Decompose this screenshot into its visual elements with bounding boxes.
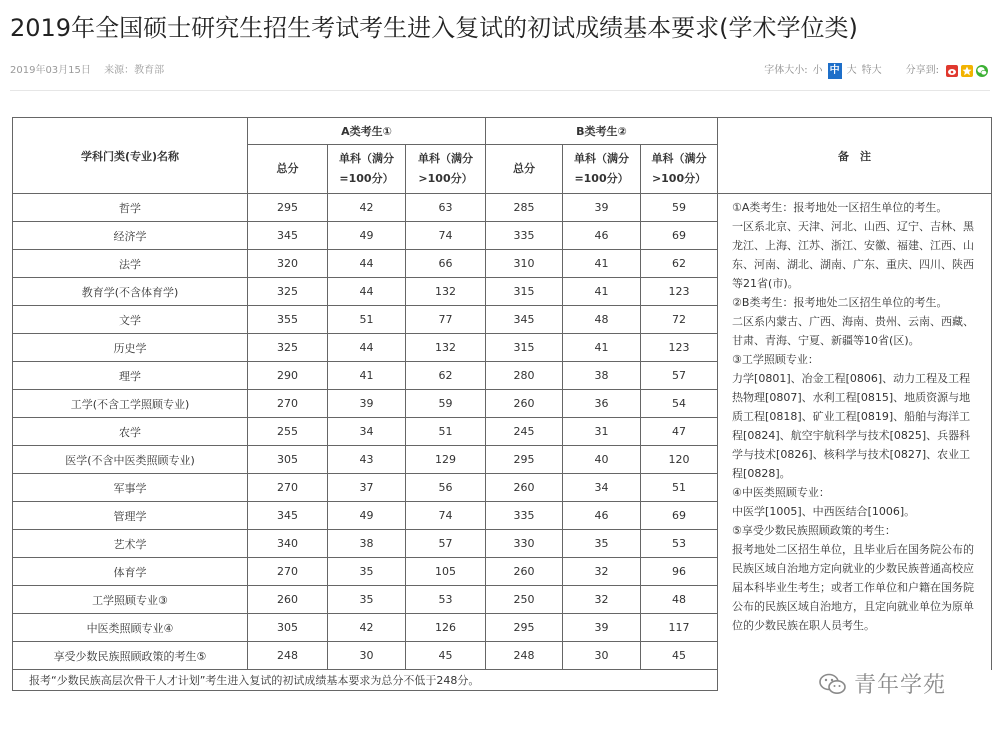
b-single-100-cell: 46	[563, 222, 641, 250]
a-total-cell: 325	[248, 334, 328, 362]
a-single-100-cell: 35	[328, 586, 406, 614]
a-single-100-cell: 41	[328, 362, 406, 390]
b-single-over-100-cell: 69	[641, 502, 718, 530]
a-single-100-cell: 44	[328, 250, 406, 278]
subject-name: 体育学	[13, 558, 248, 586]
a-single-100-cell: 34	[328, 418, 406, 446]
a-single-100-cell: 42	[328, 614, 406, 642]
b-single-100-cell: 41	[563, 250, 641, 278]
header-group-a: A类考生①	[248, 118, 486, 145]
b-single-over-100-cell: 69	[641, 222, 718, 250]
b-single-over-100-cell: 72	[641, 306, 718, 334]
note-line: 报考地处二区招生单位，且毕业后在国务院公布的民族区域自治地方定向就业的少数民族普通高校应届本科毕业生考生；或者工作单位和户籍在国务院公布的民族区域自治地方，且定向就业单位为原单位的少数民族在职人员考生。	[732, 543, 975, 632]
note-line: ④中医类照顾专业：	[732, 486, 830, 499]
b-single-100-cell: 31	[563, 418, 641, 446]
subject-name: 农学	[13, 418, 248, 446]
b-single-over-100-cell: 57	[641, 362, 718, 390]
a-total-cell: 248	[248, 642, 328, 670]
wechat-icon[interactable]	[976, 65, 988, 77]
b-total-cell: 248	[486, 642, 563, 670]
a-total-cell: 345	[248, 502, 328, 530]
b-single-100-cell: 41	[563, 334, 641, 362]
header-a-single-100: 单科（满分 =100分）	[328, 145, 406, 194]
a-single-over-100-cell: 77	[406, 306, 486, 334]
score-requirements-table	[12, 117, 992, 691]
a-total-cell: 325	[248, 278, 328, 306]
b-total-cell: 330	[486, 530, 563, 558]
subject-name: 管理学	[13, 502, 248, 530]
a-total-cell: 305	[248, 446, 328, 474]
b-single-over-100-cell: 59	[641, 194, 718, 222]
b-total-cell: 295	[486, 446, 563, 474]
note-line: 力学[0801]、冶金工程[0806]、动力工程及工程热物理[0807]、水利工程[0815]、地质资源与地质工程[0818]、矿业工程[0819]、船舶与海洋工程[0824]、航空宇航科学与技术[0825]、兵器科学与技术[0826]、核科学与技术[0827]、农业工程[0828]。	[732, 372, 971, 480]
b-total-cell: 315	[486, 334, 563, 362]
watermark	[818, 668, 946, 699]
b-single-over-100-cell: 51	[641, 474, 718, 502]
b-single-100-cell: 46	[563, 502, 641, 530]
b-total-cell: 260	[486, 558, 563, 586]
b-total-cell: 260	[486, 474, 563, 502]
a-single-100-cell: 30	[328, 642, 406, 670]
header-b-single-over-100: 单科（满分 >100分）	[641, 145, 718, 194]
b-single-over-100-cell: 123	[641, 334, 718, 362]
a-single-100-cell: 51	[328, 306, 406, 334]
a-single-100-cell: 42	[328, 194, 406, 222]
a-single-100-cell: 37	[328, 474, 406, 502]
b-total-cell: 335	[486, 222, 563, 250]
subject-name: 工学照顾专业③	[13, 586, 248, 614]
header-subject: 学科门类(专业)名称	[13, 118, 248, 194]
note-line: ③工学照顾专业：	[732, 353, 819, 366]
a-total-cell: 340	[248, 530, 328, 558]
a-single-over-100-cell: 56	[406, 474, 486, 502]
article-meta	[10, 64, 174, 78]
subject-name: 教育学(不含体育学)	[13, 278, 248, 306]
b-single-100-cell: 30	[563, 642, 641, 670]
a-single-over-100-cell: 53	[406, 586, 486, 614]
a-single-100-cell: 39	[328, 390, 406, 418]
a-total-cell: 305	[248, 614, 328, 642]
b-single-100-cell: 48	[563, 306, 641, 334]
a-single-over-100-cell: 62	[406, 362, 486, 390]
header-a-single-over-100: 单科（满分 >100分）	[406, 145, 486, 194]
a-total-cell: 345	[248, 222, 328, 250]
a-single-100-cell: 38	[328, 530, 406, 558]
subject-name: 中医类照顾专业④	[13, 614, 248, 642]
a-single-100-cell: 49	[328, 222, 406, 250]
b-single-100-cell: 35	[563, 530, 641, 558]
b-total-cell: 345	[486, 306, 563, 334]
b-single-100-cell: 32	[563, 586, 641, 614]
a-single-over-100-cell: 63	[406, 194, 486, 222]
b-single-100-cell: 39	[563, 614, 641, 642]
a-single-100-cell: 35	[328, 558, 406, 586]
b-single-over-100-cell: 62	[641, 250, 718, 278]
note-line: 中医学[1005]、中西医结合[1006]。	[732, 505, 916, 518]
b-single-100-cell: 34	[563, 474, 641, 502]
b-single-over-100-cell: 120	[641, 446, 718, 474]
b-single-over-100-cell: 48	[641, 586, 718, 614]
b-single-100-cell: 36	[563, 390, 641, 418]
subject-name: 经济学	[13, 222, 248, 250]
a-single-over-100-cell: 105	[406, 558, 486, 586]
a-total-cell: 255	[248, 418, 328, 446]
a-single-100-cell: 49	[328, 502, 406, 530]
b-total-cell: 315	[486, 278, 563, 306]
a-total-cell: 270	[248, 390, 328, 418]
header-b-total: 总分	[486, 145, 563, 194]
subject-name: 军事学	[13, 474, 248, 502]
note-line: ①A类考生：报考地处一区招生单位的考生。	[732, 201, 948, 214]
table-body	[13, 194, 992, 670]
subject-name: 工学(不含工学照顾专业)	[13, 390, 248, 418]
watermark-text: 青年学苑	[854, 673, 947, 698]
b-single-100-cell: 39	[563, 194, 641, 222]
article-source: 来源：教育部	[104, 65, 165, 76]
subject-name: 哲学	[13, 194, 248, 222]
a-single-over-100-cell: 51	[406, 418, 486, 446]
b-single-over-100-cell: 54	[641, 390, 718, 418]
b-total-cell: 295	[486, 614, 563, 642]
a-single-over-100-cell: 74	[406, 222, 486, 250]
subject-name: 医学(不含中医类照顾专业)	[13, 446, 248, 474]
b-single-100-cell: 41	[563, 278, 641, 306]
b-single-over-100-cell: 53	[641, 530, 718, 558]
a-single-over-100-cell: 74	[406, 502, 486, 530]
header-divider	[10, 90, 990, 91]
a-single-over-100-cell: 57	[406, 530, 486, 558]
a-single-over-100-cell: 66	[406, 250, 486, 278]
header-a-total: 总分	[248, 145, 328, 194]
b-total-cell: 285	[486, 194, 563, 222]
header-group-b: B类考生②	[486, 118, 718, 145]
font-size-large-button[interactable]: 大	[846, 65, 857, 76]
subject-name: 艺术学	[13, 530, 248, 558]
b-total-cell: 335	[486, 502, 563, 530]
subject-name: 享受少数民族照顾政策的考生⑤	[13, 642, 248, 670]
a-total-cell: 270	[248, 474, 328, 502]
weibo-icon[interactable]	[946, 65, 958, 77]
b-single-over-100-cell: 47	[641, 418, 718, 446]
a-single-over-100-cell: 129	[406, 446, 486, 474]
font-size-small-button[interactable]: 小	[812, 65, 823, 76]
a-total-cell: 320	[248, 250, 328, 278]
a-single-over-100-cell: 45	[406, 642, 486, 670]
a-total-cell: 355	[248, 306, 328, 334]
a-single-100-cell: 44	[328, 334, 406, 362]
b-single-over-100-cell: 96	[641, 558, 718, 586]
a-single-over-100-cell: 59	[406, 390, 486, 418]
b-single-100-cell: 32	[563, 558, 641, 586]
note-line: ⑤享受少数民族照顾政策的考生：	[732, 524, 896, 537]
font-size-xlarge-button[interactable]: 特大	[861, 65, 882, 76]
font-size-label: 字体大小:	[764, 65, 808, 76]
a-single-over-100-cell: 132	[406, 278, 486, 306]
table-footnote: 报考“少数民族高层次骨干人才计划”考生进入复试的初试成绩基本要求为总分不低于248分。	[13, 670, 718, 691]
a-single-over-100-cell: 126	[406, 614, 486, 642]
a-total-cell: 270	[248, 558, 328, 586]
subject-name: 法学	[13, 250, 248, 278]
note-line: 二区系内蒙古、广西、海南、贵州、云南、西藏、甘肃、青海、宁夏、新疆等10省(区)。	[732, 315, 975, 347]
subject-name: 理学	[13, 362, 248, 390]
b-total-cell: 250	[486, 586, 563, 614]
b-single-100-cell: 40	[563, 446, 641, 474]
qzone-icon[interactable]	[961, 65, 973, 77]
header-b-single-100: 单科（满分 =100分）	[563, 145, 641, 194]
a-single-over-100-cell: 132	[406, 334, 486, 362]
b-total-cell: 310	[486, 250, 563, 278]
a-total-cell: 290	[248, 362, 328, 390]
header-notes: 备 注	[718, 118, 992, 194]
wechat-official-account-icon	[818, 673, 848, 695]
subject-name: 文学	[13, 306, 248, 334]
share-label: 分享到:	[905, 65, 939, 76]
a-total-cell: 260	[248, 586, 328, 614]
b-single-over-100-cell: 45	[641, 642, 718, 670]
font-size-medium-button[interactable]: 中	[828, 63, 842, 79]
subject-name: 历史学	[13, 334, 248, 362]
b-single-over-100-cell: 123	[641, 278, 718, 306]
article-toolbar	[764, 63, 988, 79]
table-row	[13, 194, 992, 222]
a-single-100-cell: 43	[328, 446, 406, 474]
a-single-100-cell: 44	[328, 278, 406, 306]
a-total-cell: 295	[248, 194, 328, 222]
notes-cell	[718, 194, 992, 670]
b-single-100-cell: 38	[563, 362, 641, 390]
b-single-over-100-cell: 117	[641, 614, 718, 642]
publish-date: 2019年03月15日	[10, 65, 91, 76]
note-line: ②B类考生：报考地处二区招生单位的考生。	[732, 296, 948, 309]
page-title: 2019年全国硕士研究生招生考试考生进入复试的初试成绩基本要求(学术学位类)	[10, 14, 858, 42]
b-total-cell: 280	[486, 362, 563, 390]
b-total-cell: 245	[486, 418, 563, 446]
note-line: 一区系北京、天津、河北、山西、辽宁、吉林、黑龙江、上海、江苏、浙江、安徽、福建、江西、山东、河南、湖北、湖南、广东、重庆、四川、陕西等21省(市)。	[732, 220, 975, 290]
b-total-cell: 260	[486, 390, 563, 418]
